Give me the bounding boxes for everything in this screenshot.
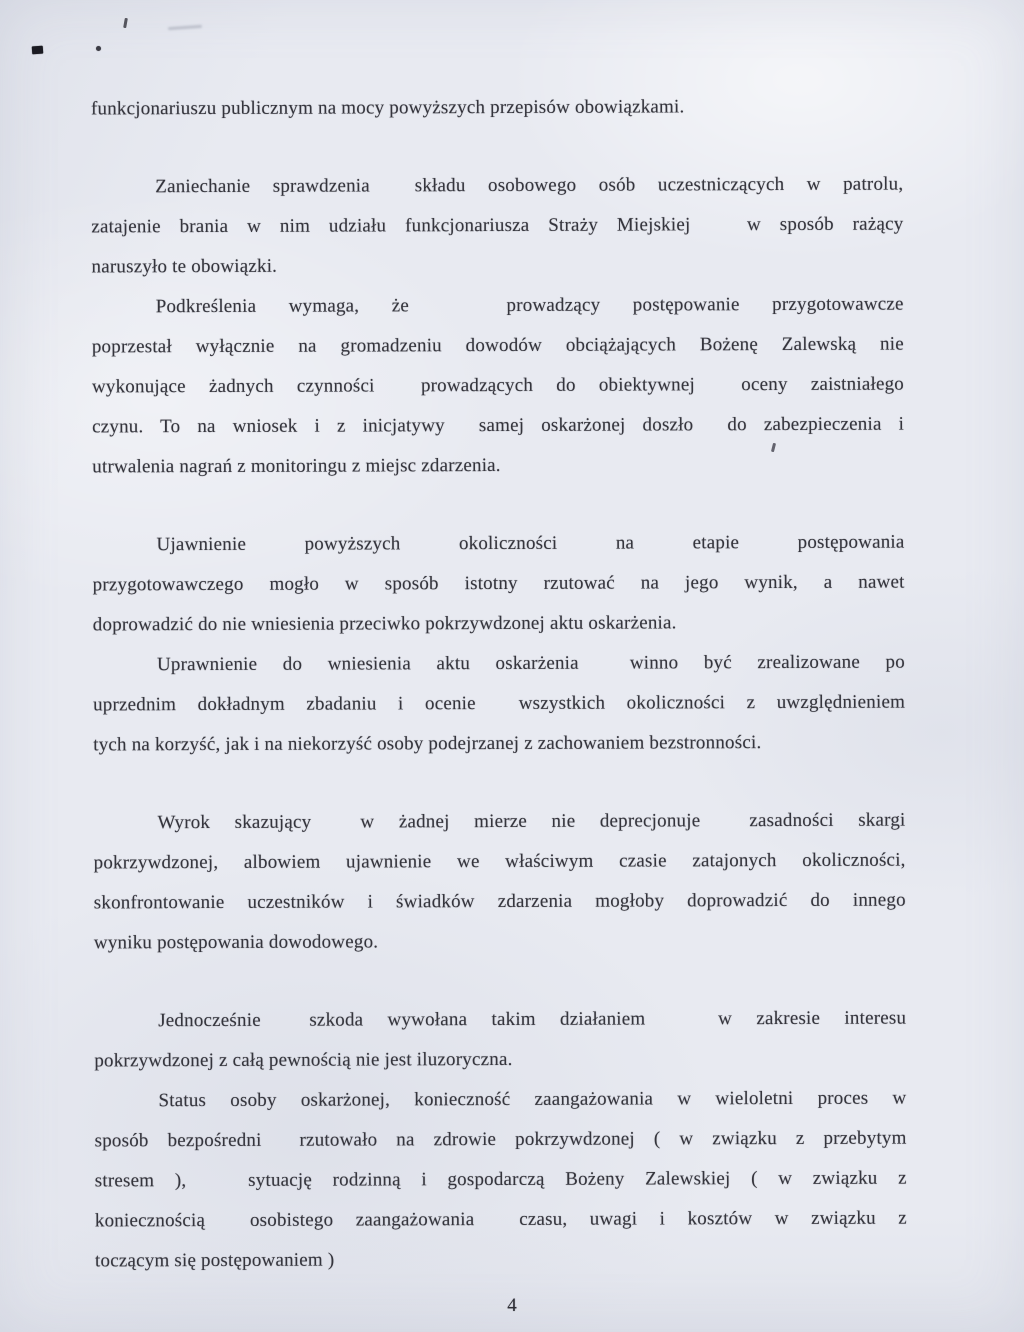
text-line: Jednocześnie szkoda wywołana takim działaniem w zakresie interesu bbox=[158, 1007, 907, 1032]
text-line: koniecznością osobistego zaangażowania czasu, uwagi i kosztów w związku z bbox=[94, 1207, 907, 1232]
text-line: uprzednim dokładnym zbadaniu i ocenie wszystkich okoliczności z uwzględnieniem bbox=[93, 691, 906, 716]
text-line: skonfrontowanie uczestników i świadków zdarzenia mogłoby doprowadzić do innego bbox=[93, 889, 906, 914]
text-line: tych na korzyść, jak i na niekorzyść osoby podejrzanej z zachowaniem bezstronności. bbox=[93, 732, 762, 756]
text-line: zatajenie brania w nim udziału funkcjonariusza Straży Miejskiej w sposób rażący bbox=[91, 213, 904, 238]
text-line: Podkreślenia wymaga, że prowadzący postępowanie przygotowawcze bbox=[155, 293, 904, 318]
text-line: wykonujące żadnych czynności prowadzących do obiektywnej oceny zaistniałego bbox=[91, 373, 904, 398]
ink-tick-artifact bbox=[123, 18, 128, 28]
text-line: pokrzywdzonej, albowiem ujawnienie we właściwym czasie zatajonych okoliczności, bbox=[93, 849, 906, 874]
ink-dot-artifact bbox=[96, 46, 101, 51]
text-line: naruszyło te obowiązki. bbox=[91, 255, 278, 278]
text-line: Status osoby oskarżonej, konieczność zaangażowania w wieloletni proces w bbox=[158, 1087, 907, 1112]
text-line: stresem ), sytuację rodzinną i gospodarczą Bożeny Zalewskiej ( w związku z bbox=[94, 1167, 907, 1192]
document-body bbox=[91, 87, 907, 1282]
text-line: Ujawnienie powyższych okoliczności na etapie postępowania bbox=[156, 531, 905, 556]
text-line: Zaniechanie sprawdzenia składu osobowego osób uczestniczących w patrolu, bbox=[155, 173, 904, 198]
text-line: sposób bezpośredni rzutowało na zdrowie pokrzywdzonej ( w związku z przebytym bbox=[94, 1127, 907, 1152]
text-line: utrwalenia nagrań z monitoringu z miejsc zdarzenia. bbox=[92, 454, 501, 478]
text-line: przygotowawczego mogło w sposób istotny rzutować na jego wynik, a nawet bbox=[92, 571, 905, 596]
text-line: Uprawnienie do wniesienia aktu oskarżenia winno być zrealizowane po bbox=[156, 651, 905, 676]
ink-blot-square-artifact bbox=[32, 46, 44, 55]
smudge-dash-artifact bbox=[168, 25, 202, 30]
page-number: 4 bbox=[507, 1295, 517, 1316]
text-line: Wyrok skazujący w żadnej mierze nie deprecjonuje zasadności skargi bbox=[157, 809, 906, 834]
text-line: pokrzywdzonej z całą pewnością nie jest iluzoryczna. bbox=[94, 1048, 513, 1072]
text-line: wyniku postępowania dowodowego. bbox=[93, 931, 379, 954]
text-line: toczącym się postępowaniem ) bbox=[94, 1249, 335, 1272]
text-line: czynu. To na wniosek i z inicjatywy samej oskarżonej doszło do zabezpieczenia i bbox=[92, 413, 905, 438]
text-line: funkcjonariuszu publicznym na mocy powyższych przepisów obowiązkami. bbox=[90, 96, 685, 120]
text-line: poprzestał wyłącznie na gromadzeniu dowodów obciążających Bożenę Zalewską nie bbox=[91, 333, 904, 358]
text-line: doprowadzić do nie wniesienia przeciwko pokrzywdzonej aktu oskarżenia. bbox=[92, 612, 677, 636]
